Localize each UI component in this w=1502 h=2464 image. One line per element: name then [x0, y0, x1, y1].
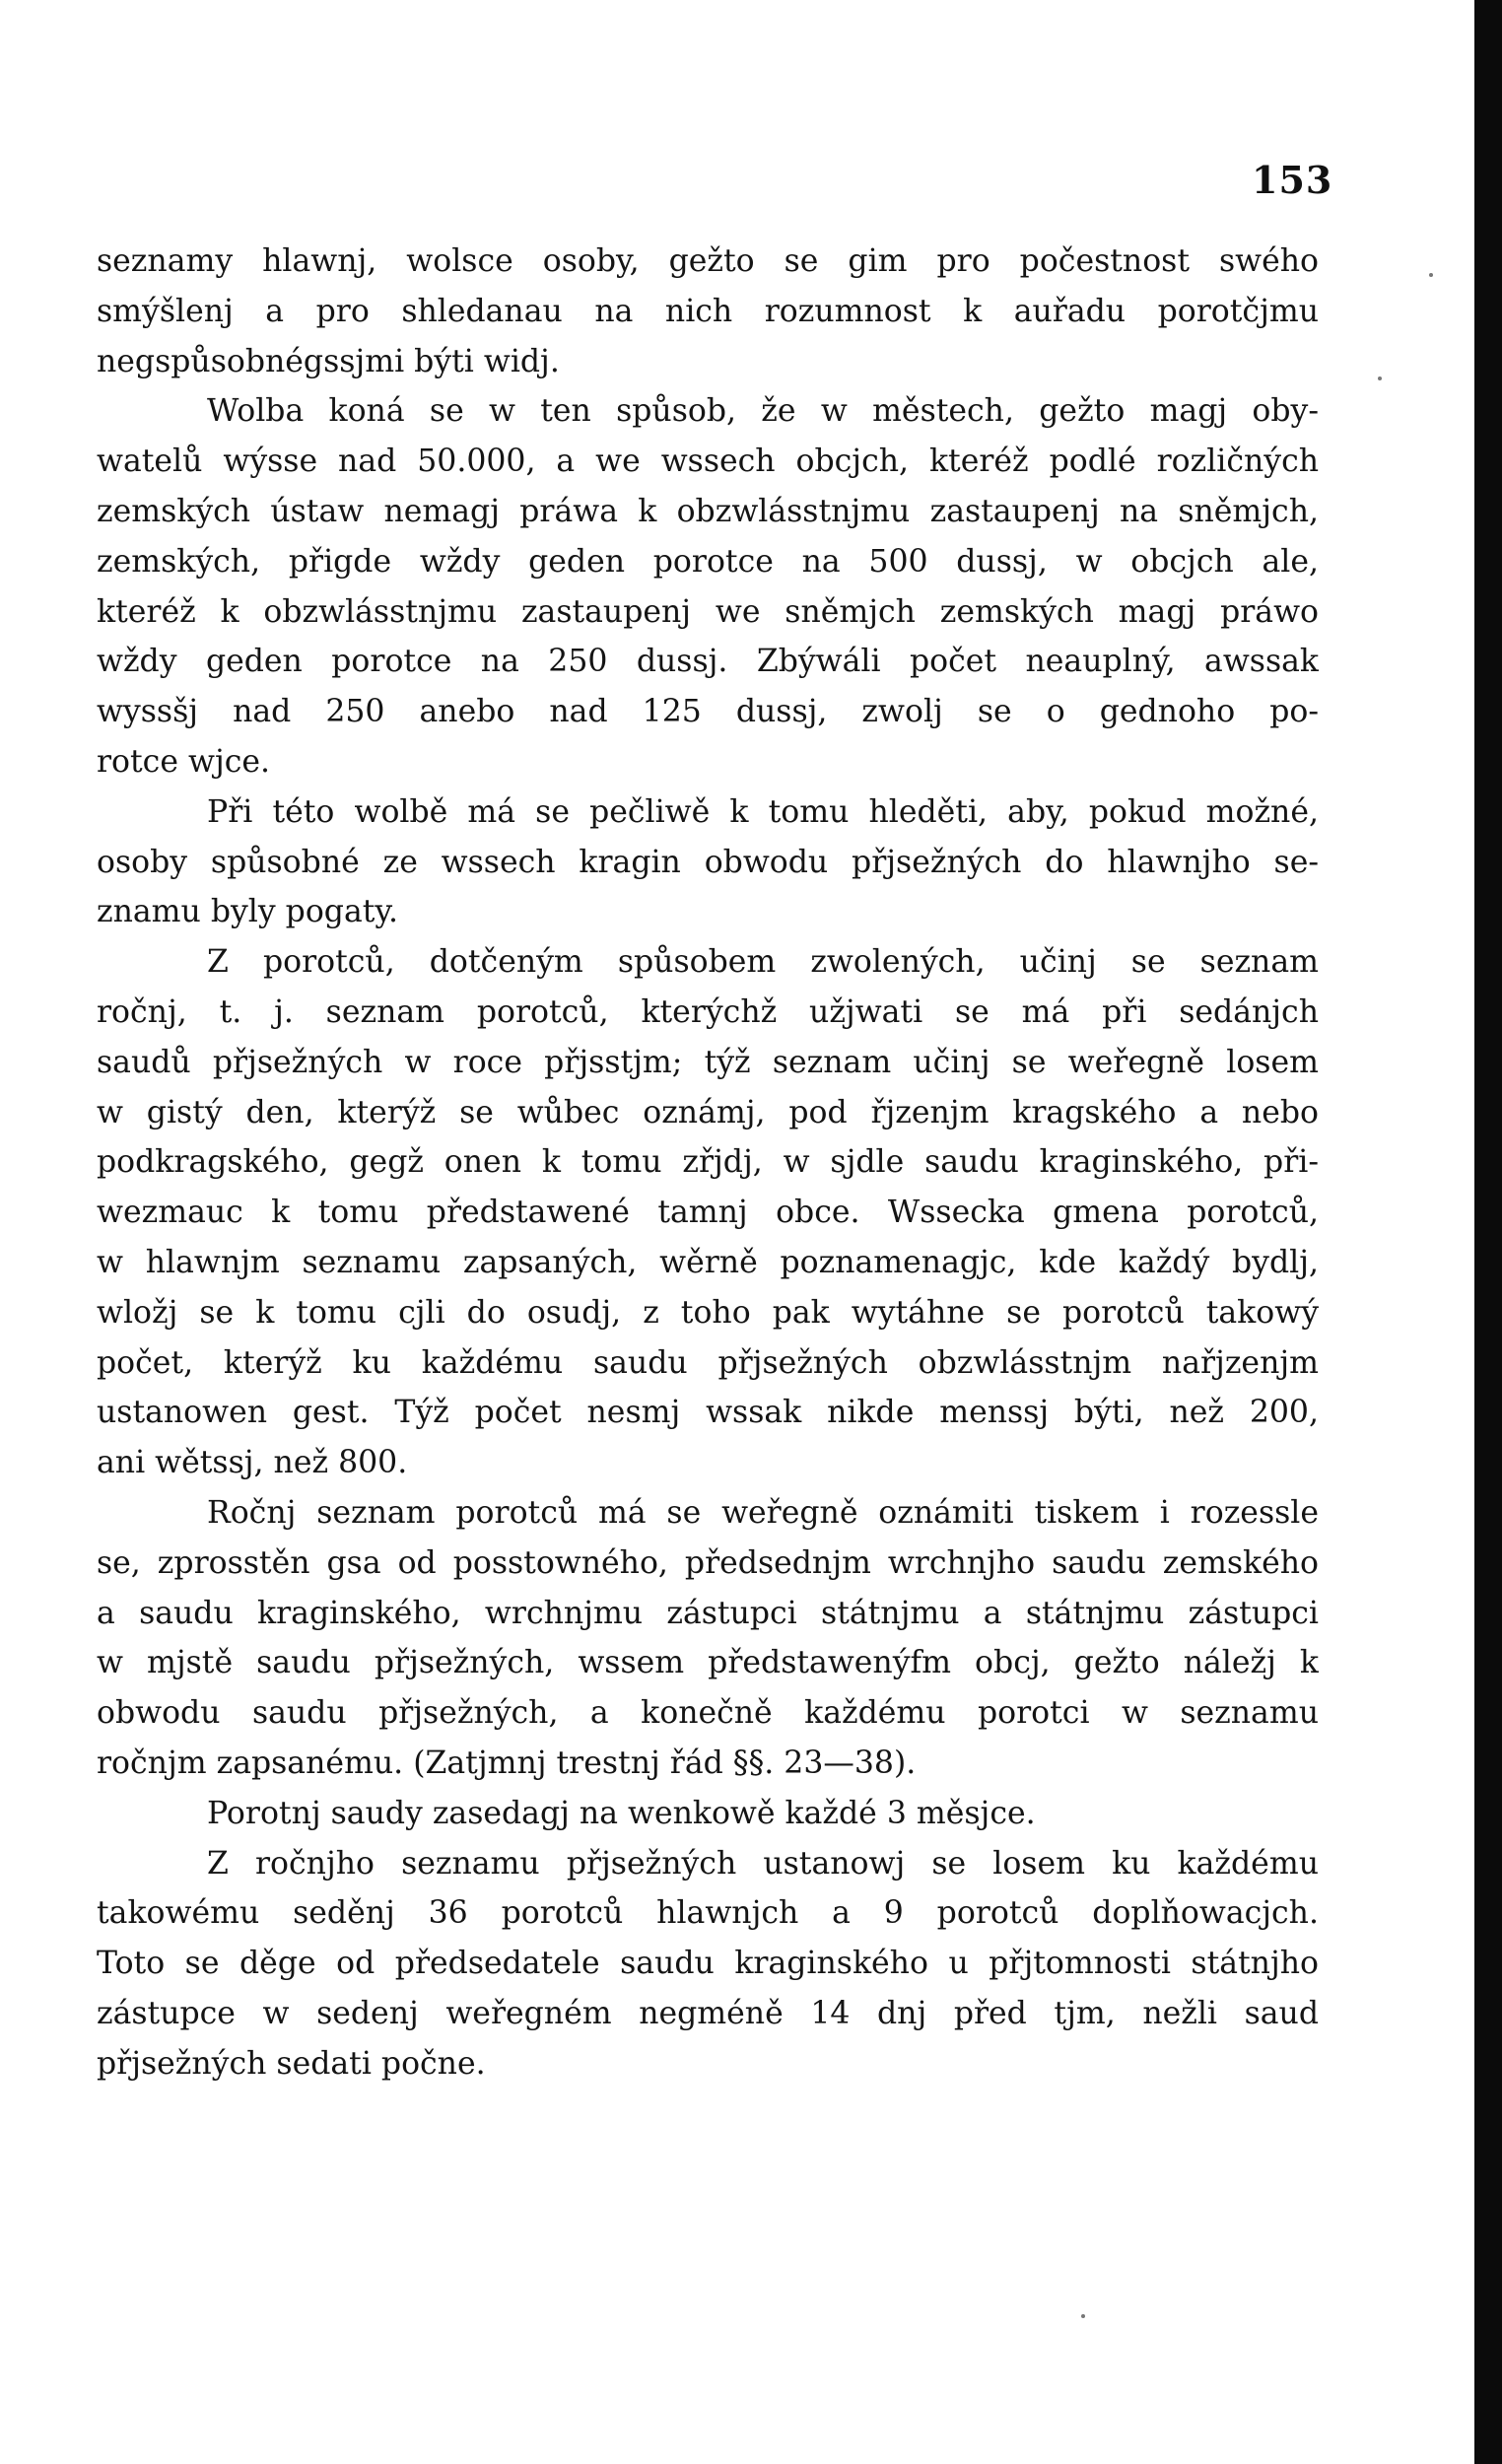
text-line: počet, kterýž ku každému saudu přjsežných obzwlásstnjm nařjzenjm	[97, 1344, 1319, 1381]
scan-speck	[1429, 273, 1433, 277]
text-line: rotce wjce.	[97, 743, 271, 780]
text-line: wložj se k tomu cjli do osudj, z toho pak wytáhne se porotců takowý	[97, 1294, 1319, 1331]
text-line: ani wětssj, než 800.	[97, 1445, 408, 1481]
text-line: podkragského, gegž onen k tomu zřjdj, w sjdle saudu kraginského, při-	[97, 1144, 1319, 1181]
text-line: zemských, přigde wždy geden porotce na 500 dussj, w obcjch ale,	[97, 543, 1319, 580]
text-line: Toto se děge od předsedatele saudu kraginského u přjtomnosti státnjho	[97, 1946, 1319, 1982]
scan-speck	[1378, 376, 1382, 380]
scan-edge-right	[1474, 0, 1502, 2464]
text-line: ročnjm zapsanému. (Zatjmnj trestnj řád §§. 23—38).	[97, 1745, 917, 1781]
text-line: Ročnj seznam porotců má se weřegně oznámiti tiskem i rozessle	[207, 1494, 1319, 1531]
text-line: osoby spůsobné ze wssech kragin obwodu přjsežných do hlawnjho se-	[97, 844, 1319, 880]
text-line: w hlawnjm seznamu zapsaných, wěrně poznamenagjc, kde každý bydlj,	[97, 1244, 1319, 1280]
text-line: ustanowen gest. Týž počet nesmj wssak nikde menssj býti, než 200,	[97, 1395, 1319, 1431]
scan-edge-left	[0, 0, 6, 2464]
text-line: seznamy hlawnj, wolsce osoby, gežto se gim pro počestnost swého	[97, 243, 1319, 279]
text-line: přjsežných sedati počne.	[97, 2045, 486, 2082]
text-line: Porotnj saudy zasedagj na wenkowě každé 3 měsjce.	[207, 1795, 1036, 1831]
text-line: se, zprosstěn gsa od posstowného, předsednjm wrchnjho saudu zemského	[97, 1544, 1319, 1581]
text-line: watelů wýsse nad 50.000, a we wssech obcjch, kteréž podlé rozličných	[97, 444, 1319, 480]
text-line: znamu byly pogaty.	[97, 894, 399, 930]
text-line: ročnj, t. j. seznam porotců, kterýchž užjwati se má při sedánjch	[97, 993, 1319, 1030]
text-line: w mjstě saudu přjsežných, wssem předstawenýfm obcj, gežto náležj k	[97, 1645, 1319, 1681]
text-line: a saudu kraginského, wrchnjmu zástupci státnjmu a státnjmu zástupci	[97, 1595, 1319, 1631]
text-line: wždy geden porotce na 250 dussj. Zbýwáli počet neauplný, awssak	[97, 644, 1319, 680]
text-line: obwodu saudu přjsežných, a konečně každému porotci w seznamu	[97, 1695, 1319, 1732]
text-line: w gistý den, kterýž se wůbec oznámj, pod řjzenjm kragského a nebo	[97, 1094, 1319, 1130]
text-line: takowému seděnj 36 porotců hlawnjch a 9 porotců doplňowacjch.	[97, 1895, 1319, 1932]
text-line: saudů přjsežných w roce přjsstjm; týž seznam učinj se weřegně losem	[97, 1044, 1319, 1080]
text-line: Z porotců, dotčeným spůsobem zwolených, učinj se seznam	[207, 944, 1319, 981]
page-number: 153	[1252, 158, 1333, 202]
scan-speck	[1081, 2314, 1085, 2318]
text-line: negspůsobnégssjmi býti widj.	[97, 343, 560, 379]
text-line: kteréž k obzwlásstnjmu zastaupenj we sněmjch zemských magj práwo	[97, 593, 1319, 630]
text-line: Při této wolbě má se pečliwě k tomu hleděti, aby, pokud možné,	[207, 793, 1319, 830]
text-line: wyssšj nad 250 anebo nad 125 dussj, zwolj se o gednoho po-	[97, 694, 1319, 730]
text-line: Wolba koná se w ten spůsob, že w městech, gežto magj oby-	[207, 393, 1319, 430]
body-text	[97, 237, 1319, 2088]
text-line: zástupce w sedenj weřegném negméně 14 dnj před tjm, nežli saud	[97, 1995, 1319, 2031]
text-line: Z ročnjho seznamu přjsežných ustanowj se losem ku každému	[207, 1845, 1319, 1882]
text-line: zemských ústaw nemagj práwa k obzwlásstnjmu zastaupenj na sněmjch,	[97, 493, 1319, 529]
text-line: wezmauc k tomu předstawené tamnj obce. Wssecka gmena porotců,	[97, 1195, 1319, 1231]
text-line: smýšlenj a pro shledanau na nich rozumnost k auřadu porotčjmu	[97, 293, 1319, 329]
